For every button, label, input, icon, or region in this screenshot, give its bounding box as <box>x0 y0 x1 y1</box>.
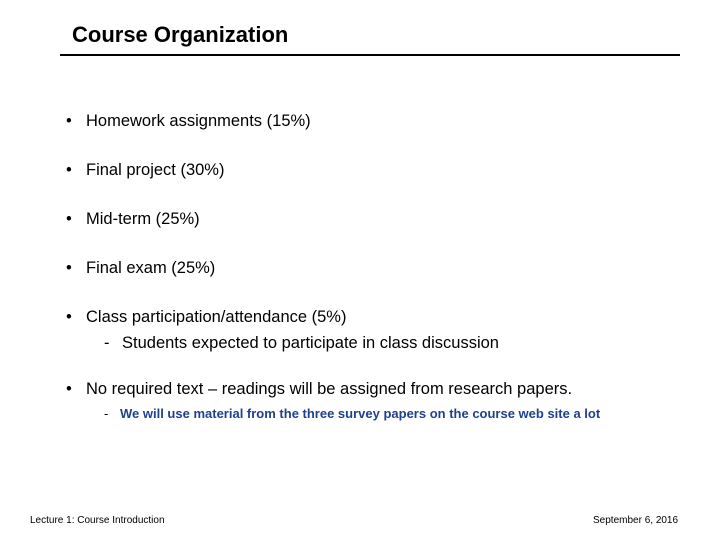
sub-bullet-marker: - <box>104 406 109 421</box>
bullet-marker: • <box>66 380 72 398</box>
bullet-item <box>66 112 311 131</box>
bullet-marker: • <box>66 161 72 179</box>
bullet-text: Mid-term (25%) <box>86 210 200 228</box>
slide-title: Course Organization <box>72 22 289 47</box>
bullet-marker: • <box>66 210 72 228</box>
bullet-text: Class participation/attendance (5%) <box>86 308 347 326</box>
sub-bullet-text: Students expected to participate in class discussion <box>122 334 499 352</box>
footer-date: September 6, 2016 <box>593 515 679 526</box>
bullet-item <box>66 210 200 229</box>
bullet-marker: • <box>66 308 72 326</box>
sub-bullet-item <box>104 334 499 353</box>
bullet-item <box>66 259 215 278</box>
bullet-text: Final exam (25%) <box>86 259 216 277</box>
bullet-item <box>66 308 346 327</box>
sub-bullet-text: We will use material from the three survey papers on the course web site a lot <box>120 406 601 421</box>
bullet-marker: • <box>66 112 72 130</box>
bullet-item <box>66 380 572 399</box>
sub-bullet-item <box>104 406 660 421</box>
bullet-item <box>66 161 224 180</box>
title-divider <box>60 54 680 56</box>
bullet-marker: • <box>66 259 72 277</box>
sub-bullet-marker: - <box>104 334 110 352</box>
bullet-text: Final project (30%) <box>86 161 225 179</box>
bullet-text: Homework assignments (15%) <box>86 112 311 130</box>
bullet-text: No required text – readings will be assigned from research papers. <box>86 380 573 398</box>
footer-lecture-label: Lecture 1: Course Introduction <box>30 515 165 526</box>
